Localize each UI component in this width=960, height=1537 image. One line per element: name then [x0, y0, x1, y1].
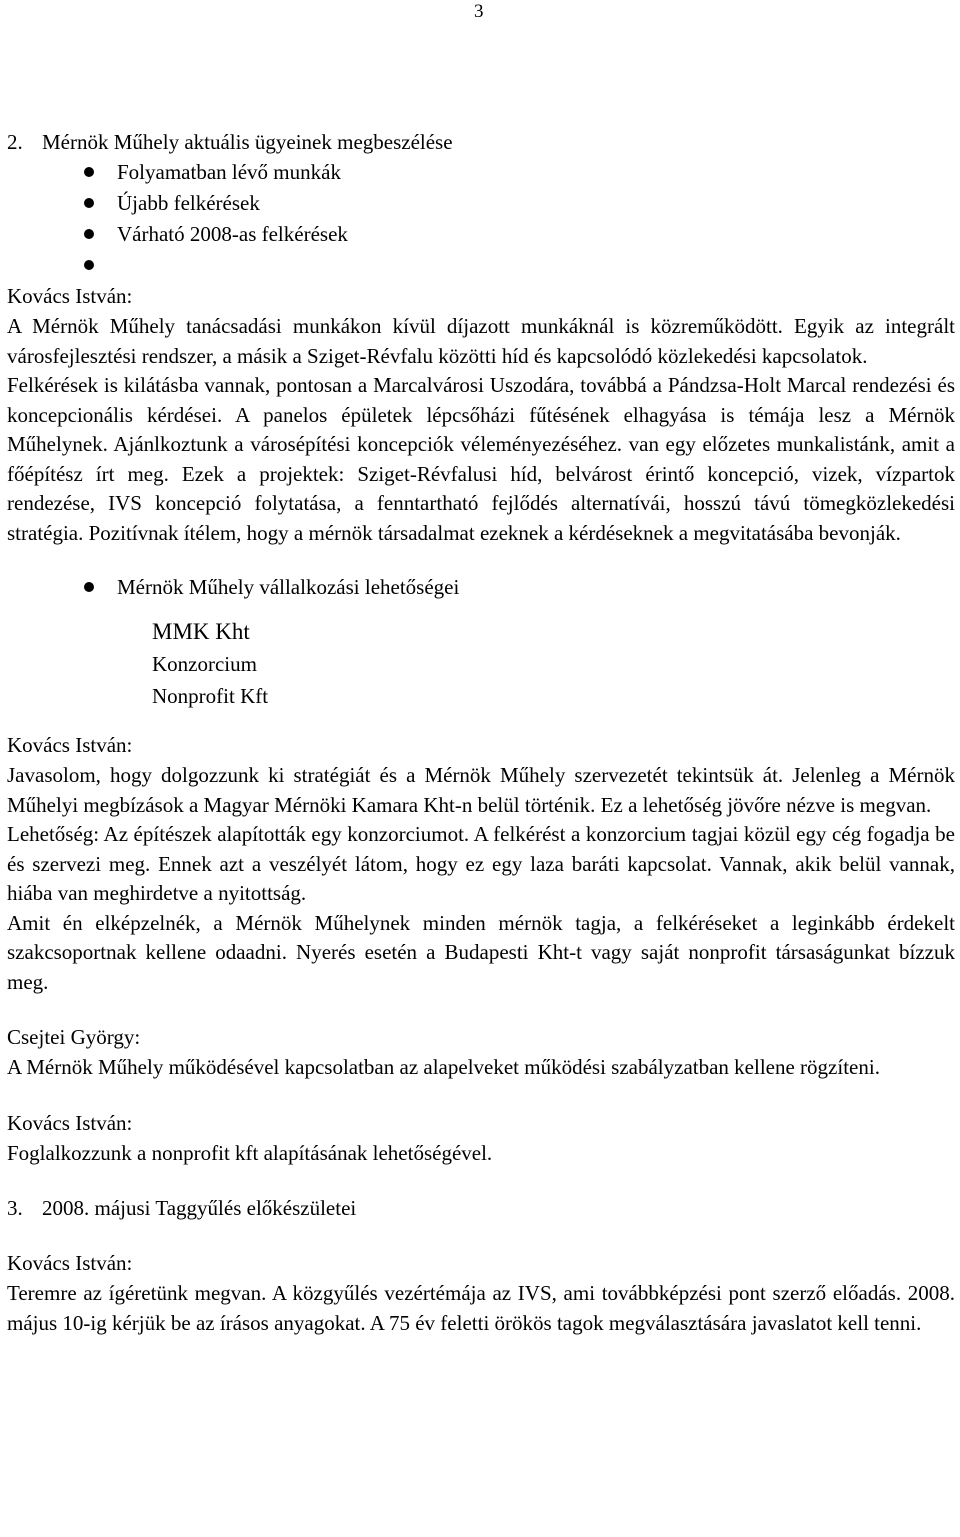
- business-options-bullet: [7, 572, 955, 602]
- speaker-name: Kovács István:: [7, 733, 133, 757]
- bullet-icon: [84, 229, 94, 239]
- bullet-label: Mérnök Műhely vállalkozási lehetőségei: [117, 575, 460, 599]
- list-item: [7, 250, 955, 281]
- document-body: [7, 127, 955, 1338]
- section-2-heading: [7, 127, 955, 157]
- paragraph: Lehetőség: Az építészek alapították egy konzorciumot. A felkérést a konzorcium tagjai közül egy cég fogadja be és szervezi meg. Ennek azt a veszélyét látom, hogy ez egy laza baráti kapcsolat. Vannak, akik belül vannak, hiába van meghirdetve a nyitottság.: [7, 822, 955, 905]
- section-number: 3.: [7, 1196, 23, 1220]
- speaker-name: Csejtei György:: [7, 1025, 141, 1049]
- list-item: MMK Kht: [152, 619, 250, 644]
- list-item: Újabb felkérések: [7, 188, 955, 219]
- paragraph: Amit én elképzelnék, a Mérnök Műhelynek minden mérnök tagja, a felkéréseket a leginkább érdekelt szakcsoportnak kellene odaadni. Nyerés esetén a Budapesti Kht-t vagy saját nonprofit társaságunkat bízzuk meg.: [7, 910, 955, 994]
- paragraph: Javasolom, hogy dolgozzunk ki stratégiát és a Mérnök Műhely szervezetét tekintsük át. Jelenleg a Mérnök Műhelyi megbízások a Magyar Mérnöki Kamara Kht-n belül történik. Ez a lehetőség jövőre nézve is megvan.: [7, 763, 955, 817]
- section-number: 2.: [7, 130, 23, 154]
- bullet-icon: [84, 167, 94, 177]
- page-number: 3: [474, 1, 484, 22]
- bullet-icon: [84, 260, 94, 270]
- business-options-list: [7, 616, 955, 712]
- list-item: Folyamatban lévő munkák: [7, 157, 955, 188]
- list-item: Nonprofit Kft: [152, 684, 269, 708]
- paragraph: A Mérnök Műhely működésével kapcsolatban az alapelveket működési szabályzatban kellene rögzíteni.: [7, 1055, 880, 1079]
- list-item: Konzorcium: [152, 652, 257, 676]
- paragraph: Felkérések is kilátásba vannak, pontosan a Marcalvárosi Uszodára, továbbá a Pándzsa-Holt Marcal rendezési és koncepcionális kérdései. A panelos épületek lépcsőházi fűtésének elhagyása is témája lesz a Mérnök Műhelynek. Ajánlkoztunk a városépítési koncepciók véleményezéséhez. van egy előzetes munkalistánk, amit a főépítész írt meg. Ezek a projektek: Sziget-Révfalusi híd, belvárost érintő koncepció, vizek, vízpartok rendezése, IVS koncepció folytatása, a fenntartható fejlődés alternatívái, hosszú távú tömegközlekedési stratégia. Pozitívnak ítélem, hogy a mérnök társadalmat ezeknek a kérdéseknek a megvitatásába bevonják.: [7, 373, 955, 545]
- bullet-icon: [84, 582, 94, 592]
- paragraph: Teremre az ígéretünk megvan. A közgyűlés vezértémája az IVS, ami továbbképzési pont szerző előadás. 2008. május 10-ig kérjük be az írásos anyagokat. A 75 év feletti örökös tagok megválasztására javaslatot kell tenni.: [7, 1281, 955, 1335]
- section-3-heading: [7, 1193, 955, 1223]
- bullet-icon: [84, 198, 94, 208]
- agenda-bullet-list: [7, 157, 955, 281]
- paragraph: A Mérnök Műhely tanácsadási munkákon kívül díjazott munkáknál is közreműködött. Egyik az integrált városfejlesztési rendszer, a másik a Sziget-Révfalu közötti híd és kapcsolódó közlekedési kapcsolatok.: [7, 314, 955, 368]
- section-title: 2008. májusi Taggyűlés előkészületei: [42, 1196, 357, 1220]
- speaker-name: Kovács István:: [7, 1251, 133, 1275]
- speaker-name: Kovács István:: [7, 1110, 133, 1135]
- speaker-name: Kovács István:: [7, 284, 133, 308]
- list-item: Várható 2008-as felkérések: [7, 219, 955, 250]
- section-title: Mérnök Műhely aktuális ügyeinek megbeszélése: [42, 130, 453, 154]
- paragraph: Foglalkozzunk a nonprofit kft alapításának lehetőségével.: [7, 1140, 493, 1165]
